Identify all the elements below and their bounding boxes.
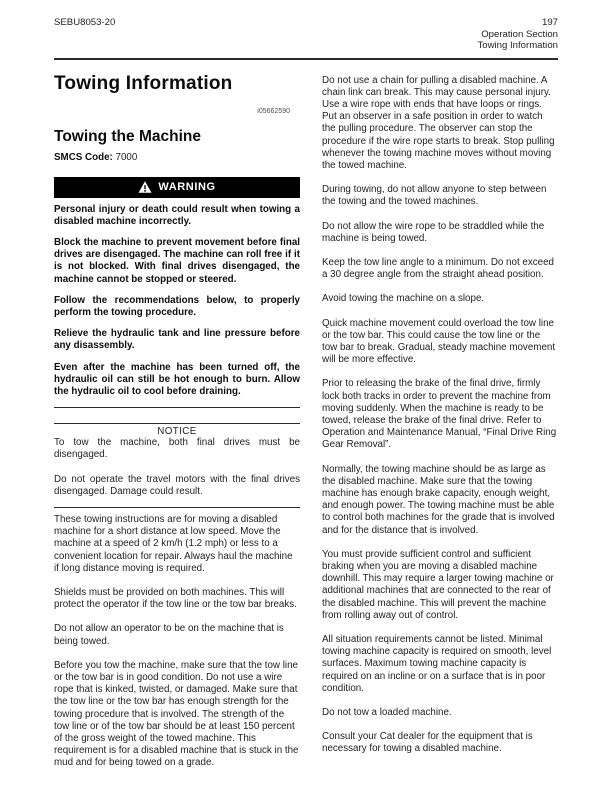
smcs-code-line	[54, 152, 300, 164]
paragraph: Do not allow the wire rope to be straddled while the machine is being towed.	[322, 220, 545, 244]
paragraph: All situation requirements cannot be listed. Minimal towing machine capacity is required on smooth, level surfaces. Maximum towing machine capacity is required on an incline or on a surface that is in poor condition.	[322, 634, 552, 694]
notice-paragraphs	[54, 437, 300, 498]
paragraph: During towing, do not allow anyone to step between the towing and the towed machines.	[322, 184, 547, 208]
right-column	[322, 73, 558, 782]
warning-banner	[54, 177, 300, 198]
doc-code: SEBU8053-20	[54, 17, 116, 28]
notice-block	[54, 423, 300, 508]
paragraph: Avoid towing the machine on a slope.	[322, 293, 485, 305]
paragraph: Relieve the hydraulic tank and line pressure before any disassembly.	[54, 328, 300, 352]
page-number: 197	[541, 17, 558, 28]
notice-bottom-rule	[54, 507, 300, 508]
warning-bottom-rule	[54, 407, 300, 408]
paragraph: Shields must be provided on both machines. This will protect the operator if the tow line or the tow bar breaks.	[54, 586, 297, 611]
left-body-paragraphs	[54, 514, 300, 770]
paragraph: Keep the tow line angle to a minimum. Do not exceed a 30 degree angle from the straight ahead position.	[322, 256, 554, 281]
paragraph: Even after the machine has been turned off, the hydraulic oil can still be hot enough to burn. Allow the hydraulic oil to cool before draining.	[54, 361, 300, 397]
warning-banner-label: WARNING	[158, 181, 216, 193]
paragraph: Prior to releasing the brake of the final drive, firmly lock both tracks in order to prevent the machine from moving suddenly. When the machine is ready to be towed, release the brake of the final drive. Refer to Operation and Maintenance Manual, “Final Drive Ring Gear Removal”.	[322, 378, 557, 451]
warning-block	[54, 177, 300, 409]
notice-label: NOTICE	[157, 426, 197, 438]
header-subsection: Towing Information	[477, 40, 558, 51]
paragraph: You must provide sufficient control and sufficient braking when you are moving a disabled machine downhill. This may require a larger towing machine or additional machines that are connected to the rear of the disabled machine. This will prevent the machine from rolling away out of control.	[322, 548, 554, 621]
paragraph: Block the machine to prevent movement before final drives are disengaged. The machine can roll free if it is not blocked. With final drives disengaged, the machine cannot be stopped or steered.	[54, 236, 300, 285]
page-header	[54, 17, 558, 60]
paragraph: To tow the machine, both final drives must be disengaged.	[54, 437, 300, 461]
paragraph: These towing instructions are for moving a disabled machine for a short distance at low speed. Move the machine at a speed of 2 km/h (1.2 mph) or less to a convenient location for repair. Always haul the machine if long distance moving is required.	[54, 513, 293, 574]
paragraph: Do not allow an operator to be on the machine that is being towed.	[54, 623, 284, 647]
smcs-value: 7000	[115, 151, 138, 163]
paragraph: Before you tow the machine, make sure that the tow line or the tow bar is in good condition. Do not use a wire rope that is kinked, twisted, or damaged. Make sure that the tow line or the tow bar has enough strength for the towing procedure that is involved. The strength of the tow line or of the tow bar should be at least 150 percent of the gross weight of the towed machine. This requirement is for a disabled machine that is stuck in the mud and for being towed on a grade.	[54, 659, 299, 769]
paragraph: Do not operate the travel motors with the final drives disengaged. Damage could result.	[54, 473, 300, 497]
warning-paragraphs	[54, 204, 300, 399]
paragraph: Do not use a chain for pulling a disabled machine. A chain link can break. This may cause personal injury. Use a wire rope with ends that have loops or rings. Put an observer in a safe position in order to watch the pulling procedure. The observer can stop the procedure if the wire rope starts to break. Stop pulling whenever the towing machine moves without moving the towed machine.	[322, 74, 555, 171]
header-rule	[54, 58, 558, 60]
left-column	[54, 73, 300, 782]
paragraph: Quick machine movement could overload the tow line or the tow bar. This could cause the tow line or the tow bar to break. Gradual, steady machine movement will be more effective.	[322, 317, 556, 366]
section-heading: Towing the Machine	[54, 127, 201, 145]
header-section: Operation Section	[481, 28, 558, 40]
page-title: Towing Information	[54, 72, 233, 94]
two-column-body	[54, 73, 558, 782]
warning-triangle-icon	[138, 181, 152, 193]
smcs-label: SMCS Code:	[54, 151, 113, 163]
paragraph: Normally, the towing machine should be as large as the disabled machine. Make sure that the towing machine has enough brake capacity, enough weight, and enough power. The towing machine must be able to control both machines for the grade that is involved and for the distance that is involved.	[322, 463, 555, 536]
revision-id: i05662590	[257, 107, 290, 115]
right-body-paragraphs	[322, 75, 558, 756]
paragraph: Do not tow a loaded machine.	[322, 707, 452, 719]
paragraph: Follow the recommendations below, to properly perform the towing procedure.	[54, 294, 300, 318]
notice-top-rule	[54, 423, 300, 424]
paragraph: Consult your Cat dealer for the equipment that is necessary for towing a disabled machine.	[322, 731, 533, 755]
paragraph: Personal injury or death could result when towing a disabled machine incorrectly.	[54, 203, 300, 227]
